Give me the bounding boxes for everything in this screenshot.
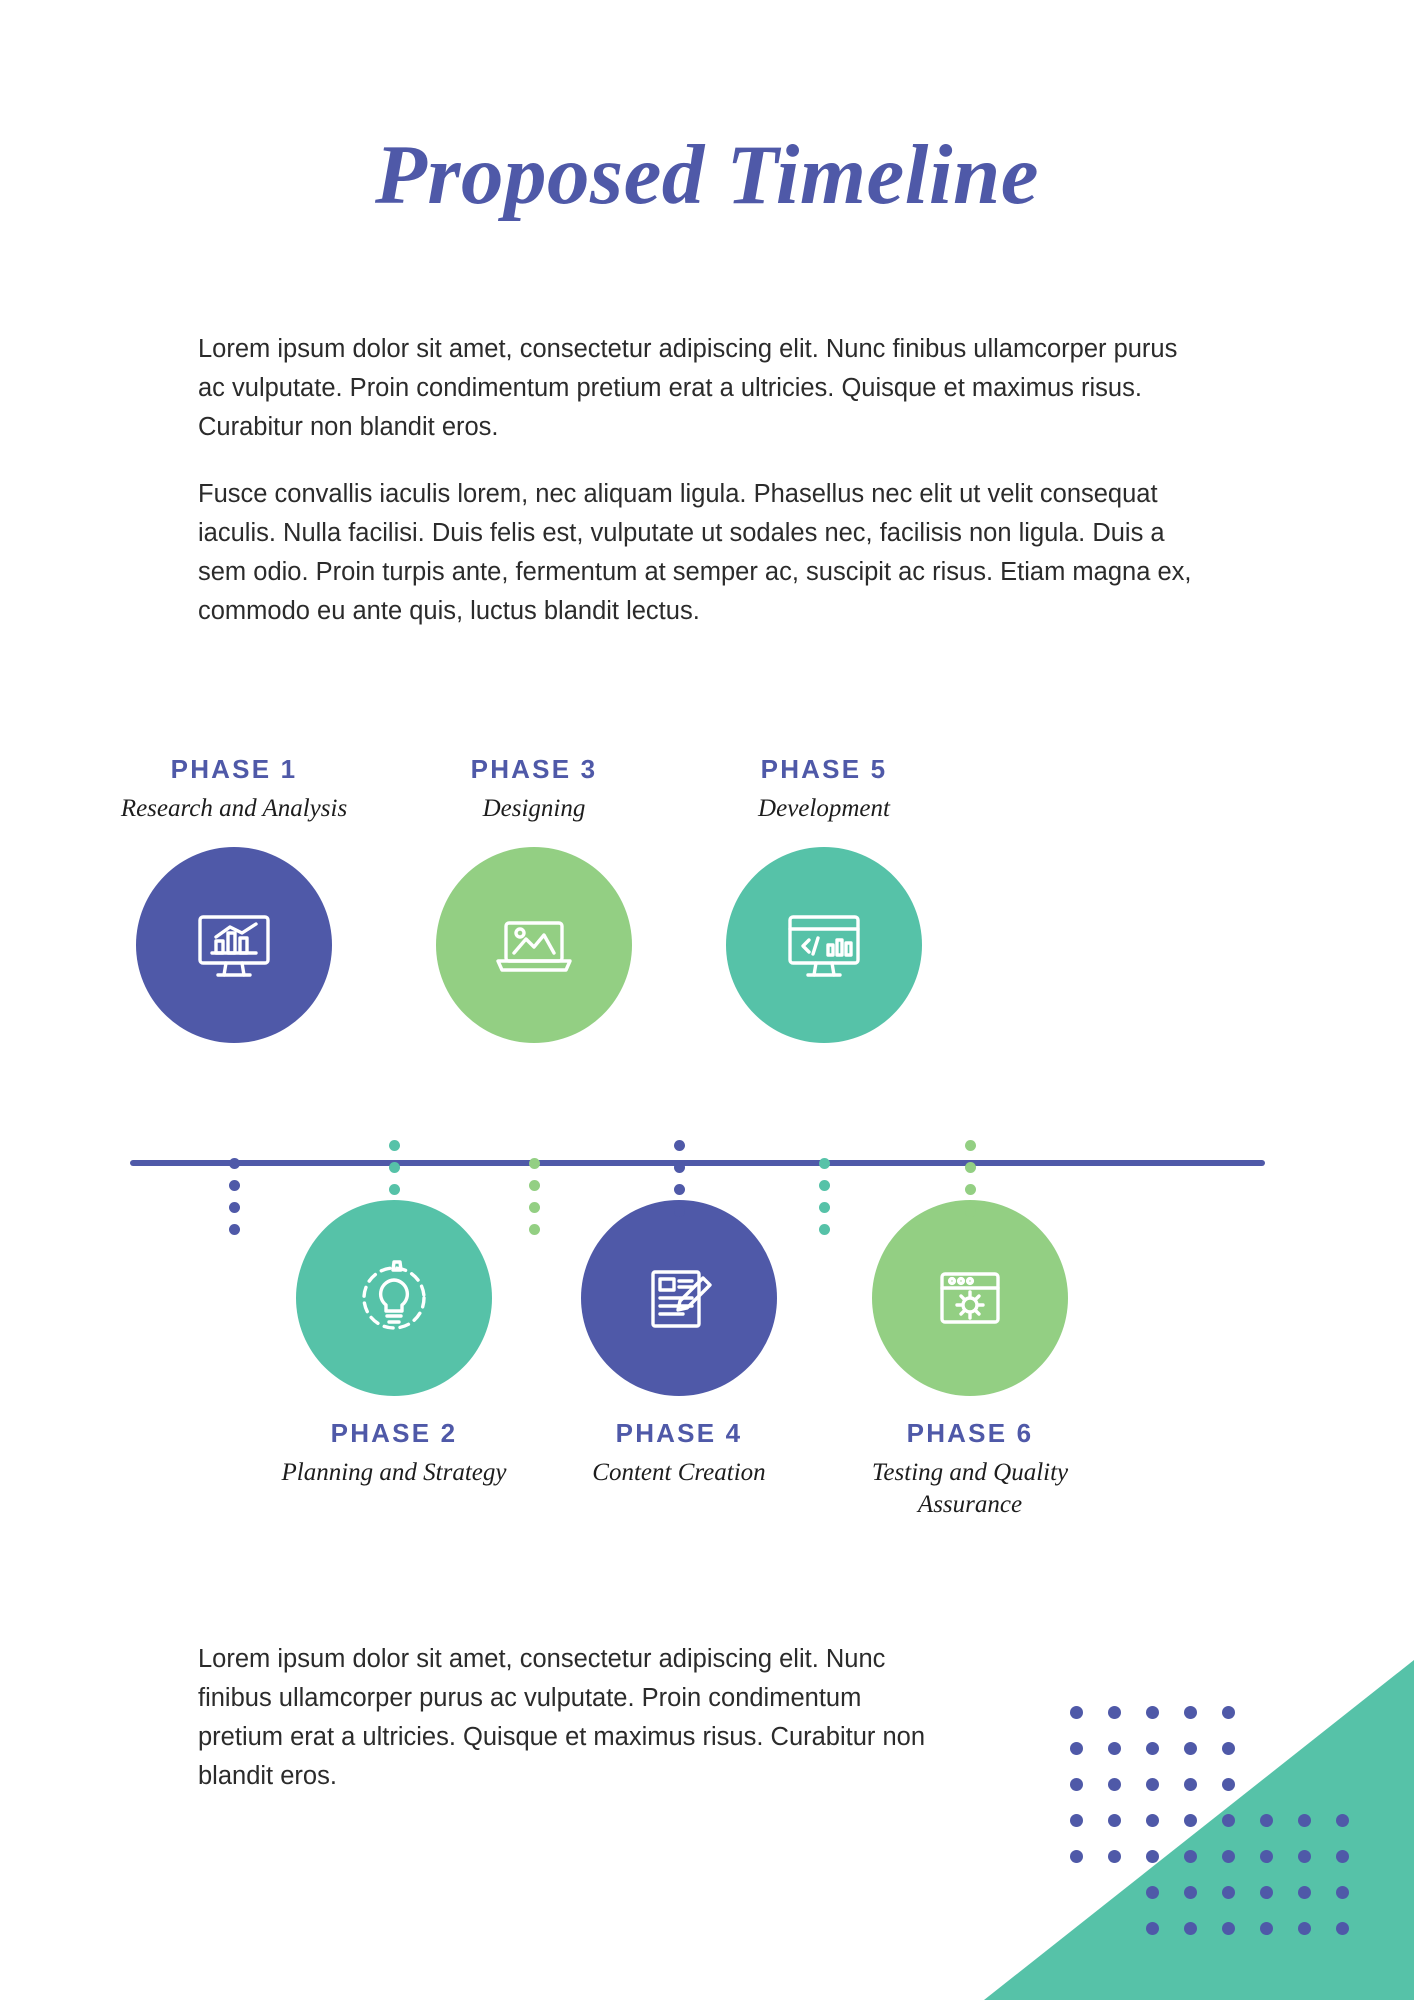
- timeline-node-phase-6: [840, 1200, 1100, 1521]
- phase-6-icon-circle[interactable]: [872, 1200, 1068, 1396]
- intro-text-block: [198, 330, 1208, 631]
- phase-6-name: Testing and Quality Assurance: [871, 1459, 1069, 1518]
- phase-5-name: Development: [758, 795, 890, 822]
- monitor-code-icon: [776, 897, 872, 993]
- phase-2-label: PHASE 2: [330, 1418, 458, 1448]
- phase-3-connector-dots: [529, 1158, 540, 1246]
- laptop-image-icon: [486, 897, 582, 993]
- monitor-chart-icon: [186, 897, 282, 993]
- phase-4-icon-circle[interactable]: [581, 1200, 777, 1396]
- timeline-node-phase-1: [104, 754, 364, 1043]
- phase-5-text: [694, 754, 954, 825]
- page-title: Proposed Timeline: [374, 128, 1039, 222]
- phase-1-connector-dots: [229, 1158, 240, 1246]
- phase-4-text: [549, 1418, 809, 1489]
- phase-1-label: PHASE 1: [170, 754, 298, 784]
- phase-5-icon-circle[interactable]: [726, 847, 922, 1043]
- timeline-node-phase-3: [404, 754, 664, 1043]
- phase-4-name: Content Creation: [592, 1459, 766, 1486]
- phase-2-icon-circle[interactable]: [296, 1200, 492, 1396]
- timeline-node-phase-5: [694, 754, 954, 1043]
- phase-5-connector-dots: [819, 1158, 830, 1246]
- timeline-node-phase-4: [549, 1200, 809, 1489]
- intro-paragraph-1: Lorem ipsum dolor sit amet, consectetur adipiscing elit. Nunc finibus ullamcorper purus ac vulputate. Proin condimentum pretium erat a ultricies. Quisque et maximus risus. Curabitur non blandit eros.: [198, 335, 1178, 441]
- document-pencil-icon: [631, 1250, 727, 1346]
- phase-4-label: PHASE 4: [615, 1418, 743, 1448]
- outro-paragraph: Lorem ipsum dolor sit amet, consectetur adipiscing elit. Nunc finibus ullamcorper purus ac vulputate. Proin condimentum pretium erat a ultricies. Quisque et maximus risus. Curabitur non blandit eros.: [198, 1645, 926, 1790]
- phase-4-connector-dots: [674, 1140, 685, 1228]
- phase-1-text: [104, 754, 364, 825]
- phase-3-icon-circle[interactable]: [436, 847, 632, 1043]
- phase-2-connector-dots: [389, 1140, 400, 1228]
- phase-2-text: [264, 1418, 524, 1489]
- phase-1-name: Research and Analysis: [120, 795, 348, 822]
- phase-6-text: [840, 1418, 1100, 1521]
- phase-6-connector-dots: [965, 1140, 976, 1228]
- intro-paragraph-2: Fusce convallis iaculis lorem, nec aliquam ligula. Phasellus nec elit ut velit consequat iaculis. Nulla facilisi. Duis felis est, vulputate ut sodales nec, facilisis non ligula. Duis a sem odio. Proin turpis ante, fermentum at semper ac, suscipit ac risus. Etiam magna ex, commodo eu ante quis, luctus blandit lectus.: [198, 480, 1192, 625]
- timeline-diagram: [0, 754, 1414, 1600]
- browser-gear-icon: [922, 1250, 1018, 1346]
- phase-5-label: PHASE 5: [760, 754, 888, 784]
- phase-3-label: PHASE 3: [470, 754, 598, 784]
- lightbulb-gear-icon: [344, 1248, 444, 1348]
- phase-6-label: PHASE 6: [906, 1418, 1034, 1448]
- decorative-dot-grid: [1070, 1706, 1350, 1966]
- timeline-node-phase-2: [264, 1200, 524, 1489]
- phase-2-name: Planning and Strategy: [281, 1459, 507, 1486]
- phase-1-icon-circle[interactable]: [136, 847, 332, 1043]
- phase-3-text: [404, 754, 664, 825]
- phase-3-name: Designing: [482, 795, 586, 822]
- timeline-axis-line: [130, 1160, 1265, 1166]
